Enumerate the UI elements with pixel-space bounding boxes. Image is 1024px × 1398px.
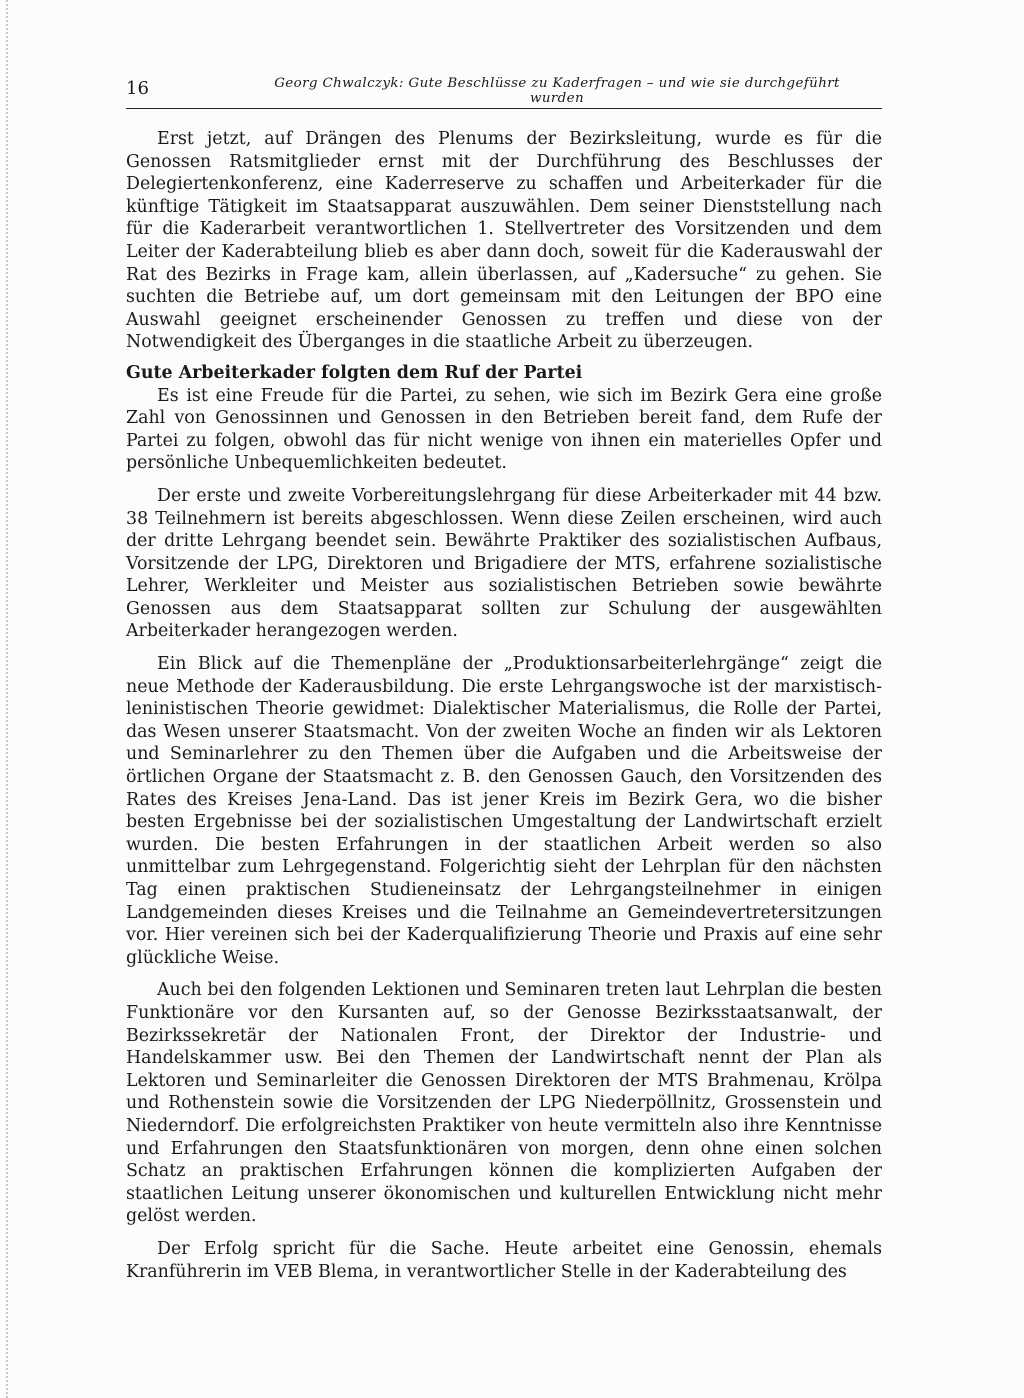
paragraph-2: Es ist eine Freude für die Partei, zu sehen, wie sich im Bezirk Gera eine große Zahl von Genossinnen und Genossen in den Betrieben bereit fand, dem Rufe der Partei zu folgen, obwohl das für nicht wenige von ihnen ein materielles Opfer und persönliche Unbequemlichkeiten bedeutet. — [126, 385, 882, 474]
paragraph-3: Der erste und zweite Vorbereitungslehrgang für diese Arbeiterkader mit 44 bzw. 38 Teilnehmern ist bereits abgeschlossen. Wenn diese Zeilen erscheinen, wird auch der dritte Lehrgang beendet sein. Bewährte Praktiker des sozialistischen Aufbaus, Vorsitzende der LPG, Direktoren und Brigadiere der MTS, erfahrene sozialistische Lehrer, Werkleiter und Meister aus sozialistischen Betrieben sowie bewährte Genossen aus dem Staatsapparat sollten zur Schulung der ausgewählten Arbeiterkader herangezogen werden. — [126, 485, 882, 642]
section-heading: Gute Arbeiterkader folgten dem Ruf der Partei — [126, 362, 583, 383]
paragraph-6: Der Erfolg spricht für die Sache. Heute arbeitet eine Genossin, ehemals Kranführerin im VEB Blema, in verantwortlicher Stelle in der Kaderabteilung des — [126, 1238, 882, 1282]
running-head-line-2: wurden — [529, 91, 584, 106]
page-number: 16 — [126, 78, 149, 99]
body-text — [126, 128, 882, 1283]
running-head-line-1: Georg Chwalczyk: Gute Beschlüsse zu Kaderfragen – und wie sie durchgeführt — [274, 76, 840, 91]
page-edge — [6, 0, 10, 1398]
page-header — [126, 72, 882, 109]
running-head — [232, 76, 882, 106]
paragraph-4: Ein Blick auf die Themenpläne der „Produktionsarbeiterlehrgänge“ zeigt die neue Methode der Kaderausbildung. Die erste Lehrgangswoche ist der marxistisch-leninistischen Theorie gewidmet: Dialektischer Materialismus, die Rolle der Partei, das Wesen unserer Staatsmacht. Von der zweiten Woche an finden wir als Lektoren und Seminarlehrer zu den Themen über die Aufgaben und die Arbeitsweise der örtlichen Organe der Staatsmacht z. B. den Genossen Gauch, den Vorsitzenden des Rates des Kreises Jena-Land. Das ist jener Kreis im Bezirk Gera, wo die bisher besten Ergebnisse bei der sozialistischen Umgestaltung der Landwirtschaft erzielt wurden. Die besten Erfahrungen in der staatlichen Arbeit werden so also unmittelbar zum Lehrgegenstand. Folgerichtig sieht der Lehrplan für den nächsten Tag einen praktischen Studieneinsatz der Lehrgangsteilnehmer in einigen Landgemeinden dieses Kreises und die Teilnahme an Gemeindevertretersitzungen vor. Hier vereinen sich bei der Kaderqualifizierung Theorie und Praxis auf eine sehr glückliche Weise. — [126, 654, 882, 968]
paragraph-1: Erst jetzt, auf Drängen des Plenums der Bezirksleitung, wurde es für die Genossen Ratsmitglieder ernst mit der Durchführung des Beschlusses der Delegiertenkonferenz, eine Kaderreserve zu schaffen und Arbeiterkader für die künftige Tätigkeit im Staatsapparat auszuwählen. Dem seiner Dienststellung nach für die Kaderarbeit verantwortlichen 1. Stellvertreter des Vorsitzenden und dem Leiter der Kaderabteilung blieb es aber dann doch, soweit für die Kaderauswahl der Rat des Bezirks in Frage kam, allein überlassen, auf „Kadersuche“ zu gehen. Sie suchten die Betriebe auf, um dort gemeinsam mit den Leitungen der BPO eine Auswahl geeignet erscheinender Genossen zu treffen und diese von der Notwendigkeit des Überganges in die staatliche Arbeit zu überzeugen. — [126, 129, 882, 353]
paragraph-5: Auch bei den folgenden Lektionen und Seminaren treten laut Lehrplan die besten Funktionäre vor den Kursanten auf, so der Genosse Bezirksstaatsanwalt, der Bezirkssekretär der Nationalen Front, der Direktor der Industrie- und Handelskammer usw. Bei den Themen der Landwirtschaft nennt der Plan als Lektoren und Seminarleiter die Genossen Direktoren der MTS Brahmenau, Krölpa und Rothenstein sowie die Vorsitzenden der LPG Niederpöllnitz, Grossenstein und Niederndorf. Die erfolgreichsten Praktiker von heute vermitteln also ihre Kenntnisse und Erfahrungen den Staatsfunktionären von morgen, denn ohne einen solchen Schatz an praktischen Erfahrungen können die komplizierten Aufgaben der staatlichen Leitung unserer ökonomischen und kulturellen Entwicklung nicht mehr gelöst werden. — [126, 980, 882, 1227]
